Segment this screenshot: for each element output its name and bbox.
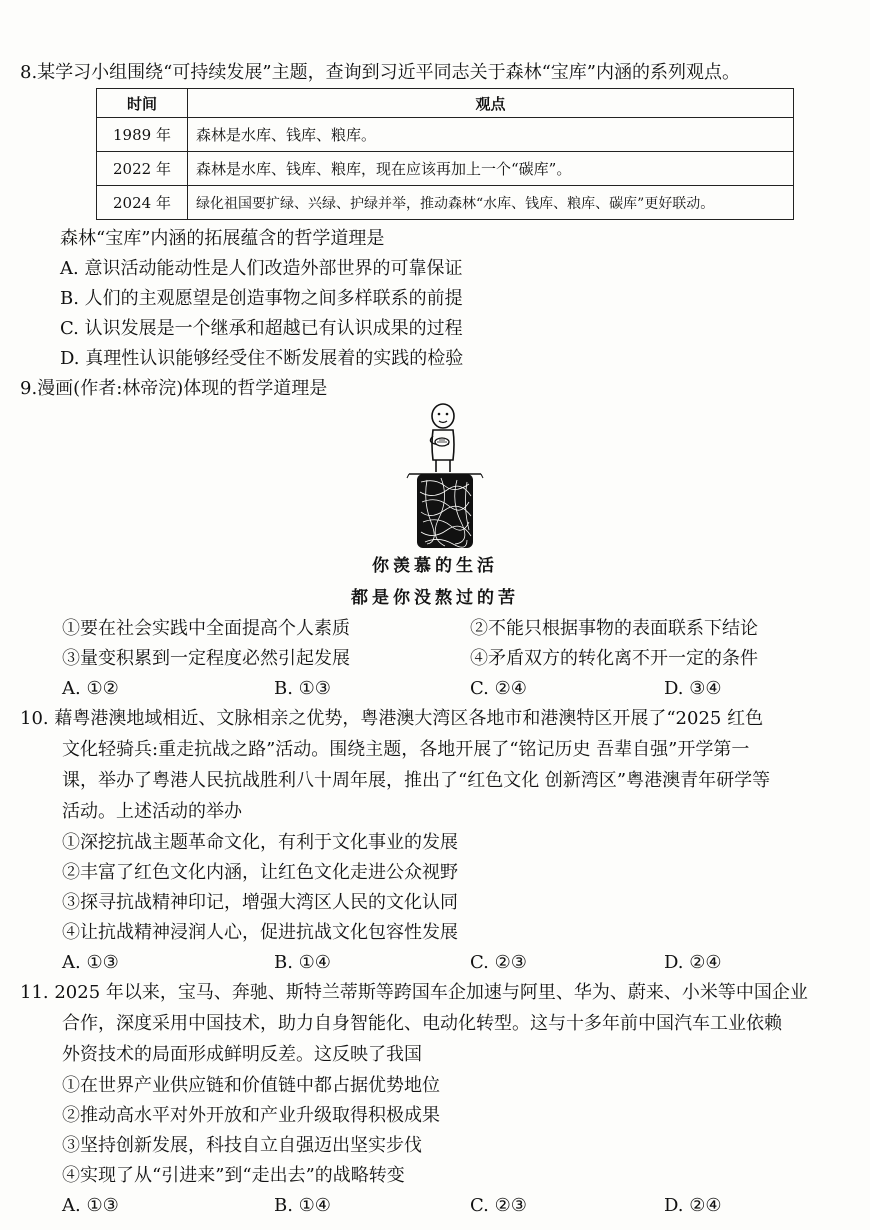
q9-statement-2: ②不能只根据事物的表面联系下结论 bbox=[470, 618, 758, 639]
q10-choice-d: D. ②④ bbox=[664, 952, 722, 973]
q9-statement-4: ④矛盾双方的转化离不开一定的条件 bbox=[470, 648, 758, 669]
table-cell-year: 2024 年 bbox=[97, 186, 188, 220]
q8-table bbox=[96, 88, 794, 220]
q10-statement-2: ②丰富了红色文化内涵，让红色文化走进公众视野 bbox=[62, 862, 458, 883]
table-header-row bbox=[97, 89, 794, 118]
q11-statement-3: ③坚持创新发展，科技自立自强迈出坚实步伐 bbox=[62, 1135, 422, 1156]
q11-stem-line1: 11. 2025 年以来，宝马、奔驰、斯特兰蒂斯等跨国车企加速与阿里、华为、蔚来、小米等中国企业 bbox=[20, 982, 808, 1003]
q9-stem: 9.漫画(作者:林帝浣)体现的哲学道理是 bbox=[20, 378, 328, 399]
q9-choice-d: D. ③④ bbox=[664, 678, 722, 699]
q10-stem-line3: 课，举办了粤港人民抗战胜利八十周年展，推出了“红色文化 创新湾区”粤港澳青年研学等 bbox=[62, 770, 771, 791]
table-row bbox=[97, 186, 794, 220]
q10-statement-4: ④让抗战精神浸润人心，促进抗战文化包容性发展 bbox=[62, 922, 458, 943]
q9-statement-3: ③量变积累到一定程度必然引起发展 bbox=[62, 648, 350, 669]
q9-choice-b: B. ①③ bbox=[274, 678, 331, 699]
q11-statement-4: ④实现了从“引进来”到“走出去”的战略转变 bbox=[62, 1165, 405, 1186]
cartoon-caption-line1: 你羡慕的生活 bbox=[372, 556, 498, 576]
q11-choice-a: A. ①③ bbox=[62, 1195, 119, 1216]
q10-stem-line2: 文化轻骑兵:重走抗战之路”活动。围绕主题，各地开展了“铭记历史 吾辈自强”开学第一 bbox=[62, 739, 750, 760]
q8-stem: 8.某学习小组围绕“可持续发展”主题，查询到习近平同志关于森林“宝库”内涵的系列观点。 bbox=[20, 62, 740, 83]
table-cell-year: 1989 年 bbox=[97, 118, 188, 152]
table-header-time: 时间 bbox=[97, 89, 188, 118]
q8-question: 森林“宝库”内涵的拓展蕴含的哲学道理是 bbox=[60, 228, 385, 249]
table-header-view: 观点 bbox=[188, 89, 794, 118]
q10-stem-line1: 10. 藉粤港澳地域相近、文脉相亲之优势，粤港澳大湾区各地市和港澳特区开展了“2025 红色 bbox=[20, 708, 764, 729]
q10-choice-a: A. ①③ bbox=[62, 952, 119, 973]
q10-stem-line4: 活动。上述活动的举办 bbox=[62, 801, 242, 822]
q8-option-a: A. 意识活动能动性是人们改造外部世界的可靠保证 bbox=[60, 258, 463, 279]
q11-choice-c: C. ②③ bbox=[470, 1195, 527, 1216]
q8-option-d: D. 真理性认识能够经受住不断发展着的实践的检验 bbox=[60, 348, 464, 369]
q8-option-b: B. 人们的主观愿望是创造事物之间多样联系的前提 bbox=[60, 288, 463, 309]
q11-statement-2: ②推动高水平对外开放和产业升级取得积极成果 bbox=[62, 1105, 440, 1126]
q10-statement-1: ①深挖抗战主题革命文化，有利于文化事业的发展 bbox=[62, 832, 458, 853]
cartoon-caption-line2: 都是你没熬过的苦 bbox=[351, 588, 519, 608]
cartoon-illustration bbox=[405, 402, 485, 552]
q11-choice-b: B. ①④ bbox=[274, 1195, 331, 1216]
q11-choice-d: D. ②④ bbox=[664, 1195, 722, 1216]
q9-choice-a: A. ①② bbox=[62, 678, 119, 699]
q11-statement-1: ①在世界产业供应链和价值链中都占据优势地位 bbox=[62, 1075, 440, 1096]
q9-choice-c: C. ②④ bbox=[470, 678, 527, 699]
q9-statement-1: ①要在社会实践中全面提高个人素质 bbox=[62, 618, 350, 639]
q11-stem-line3: 外资技术的局面形成鲜明反差。这反映了我国 bbox=[62, 1044, 422, 1065]
q11-stem-line2: 合作，深度采用中国技术，助力自身智能化、电动化转型。这与十多年前中国汽车工业依赖 bbox=[62, 1013, 782, 1034]
table-cell-view: 绿化祖国要扩绿、兴绿、护绿并举，推动森林“水库、钱库、粮库、碳库”更好联动。 bbox=[188, 186, 794, 220]
q10-choice-b: B. ①④ bbox=[274, 952, 331, 973]
table-cell-view: 森林是水库、钱库、粮库，现在应该再加上一个“碳库”。 bbox=[188, 152, 794, 186]
q10-choice-c: C. ②③ bbox=[470, 952, 527, 973]
table-cell-year: 2022 年 bbox=[97, 152, 188, 186]
table-cell-view: 森林是水库、钱库、粮库。 bbox=[188, 118, 794, 152]
table-row bbox=[97, 152, 794, 186]
table-row bbox=[97, 118, 794, 152]
q10-statement-3: ③探寻抗战精神印记，增强大湾区人民的文化认同 bbox=[62, 892, 458, 913]
q8-option-c: C. 认识发展是一个继承和超越已有认识成果的过程 bbox=[60, 318, 463, 339]
